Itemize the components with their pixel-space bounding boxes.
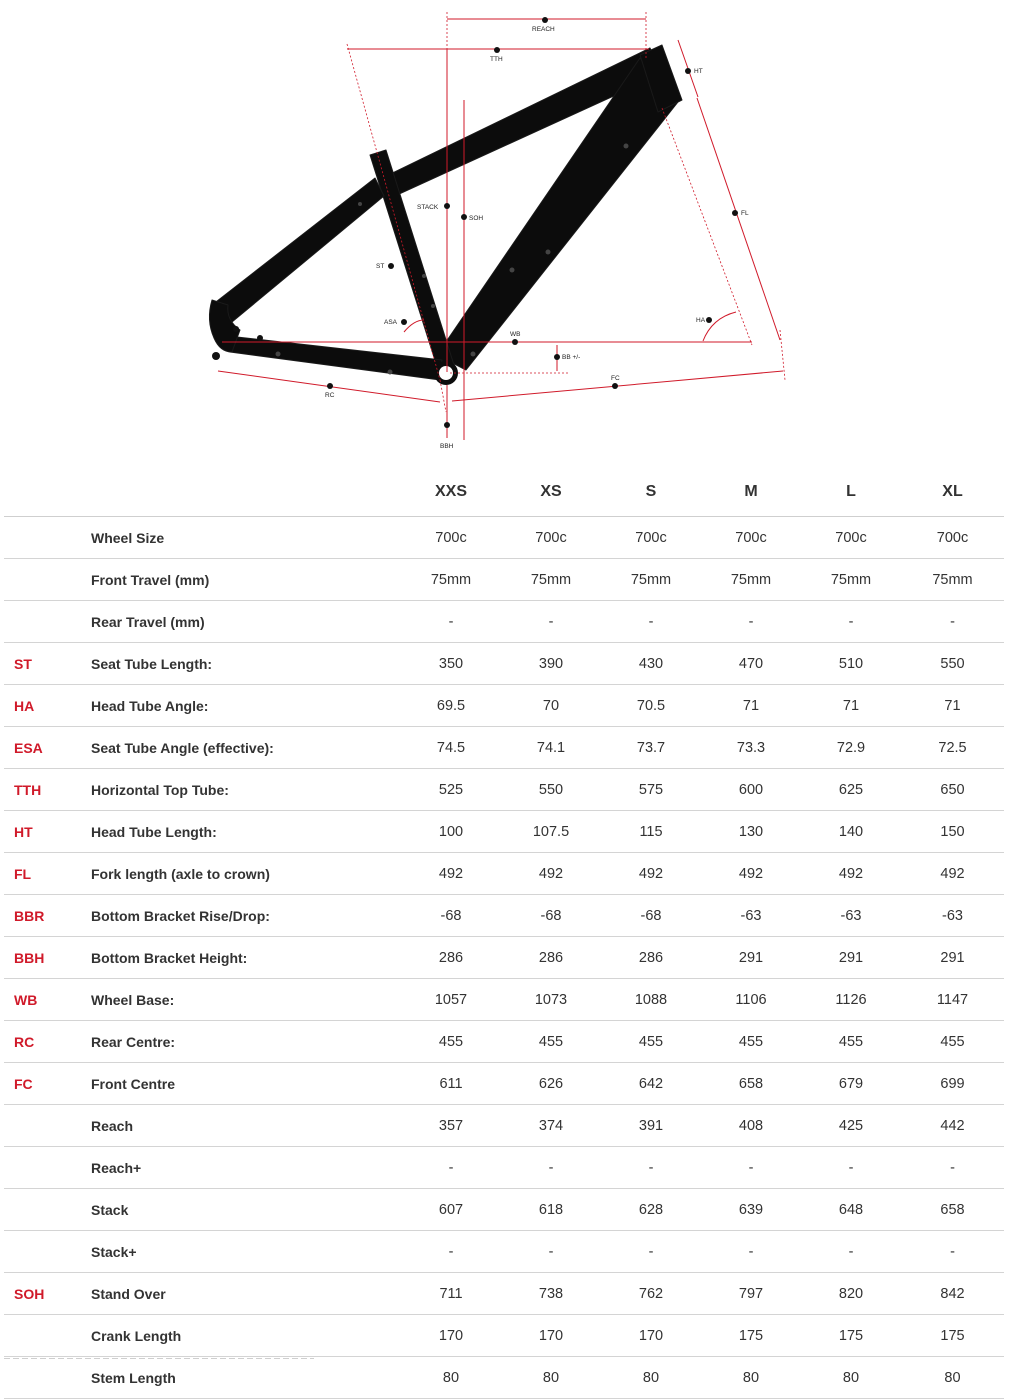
row-code [4, 1315, 90, 1357]
row-value: 700c [401, 517, 501, 559]
table-row [4, 769, 1004, 811]
row-value: 492 [701, 853, 801, 895]
row-value: 1088 [601, 979, 701, 1021]
row-value: 738 [501, 1273, 601, 1315]
row-label: Seat Tube Length: [90, 643, 401, 685]
size-header: XS [501, 468, 601, 517]
row-code: FC [4, 1063, 90, 1105]
row-value: 357 [401, 1105, 501, 1147]
row-label: Stack+ [90, 1231, 401, 1273]
row-value: 1126 [801, 979, 901, 1021]
row-value: 100 [401, 811, 501, 853]
row-value: 455 [801, 1021, 901, 1063]
row-value: -63 [801, 895, 901, 937]
row-label: Head Tube Length: [90, 811, 401, 853]
label-bb: BB +/- [562, 354, 581, 361]
row-value: 170 [401, 1315, 501, 1357]
label-tth: TTH [490, 56, 503, 63]
label-asa: ASA [384, 319, 398, 326]
row-value: 699 [901, 1063, 1004, 1105]
size-header: M [701, 468, 801, 517]
table-row [4, 559, 1004, 601]
table-row [4, 1063, 1004, 1105]
row-label: Horizontal Top Tube: [90, 769, 401, 811]
row-value: 642 [601, 1063, 701, 1105]
row-value: 470 [701, 643, 801, 685]
row-value: 762 [601, 1273, 701, 1315]
table-row [4, 643, 1004, 685]
row-code [4, 601, 90, 643]
bottom-divider [4, 1358, 314, 1359]
row-code: HA [4, 685, 90, 727]
row-code: FL [4, 853, 90, 895]
row-value: 175 [701, 1315, 801, 1357]
row-value: -68 [401, 895, 501, 937]
row-value: 390 [501, 643, 601, 685]
row-value: 69.5 [401, 685, 501, 727]
row-value: 286 [501, 937, 601, 979]
row-value: 600 [701, 769, 801, 811]
row-value: 618 [501, 1189, 601, 1231]
row-value: 492 [401, 853, 501, 895]
row-value: 73.3 [701, 727, 801, 769]
row-value: 350 [401, 643, 501, 685]
row-value: 455 [401, 1021, 501, 1063]
row-value: 374 [501, 1105, 601, 1147]
size-header: L [801, 468, 901, 517]
row-label: Bottom Bracket Rise/Drop: [90, 895, 401, 937]
row-value: - [401, 1147, 501, 1189]
row-code [4, 1231, 90, 1273]
row-code [4, 559, 90, 601]
row-code: SOH [4, 1273, 90, 1315]
row-value: 75mm [701, 559, 801, 601]
row-value: 80 [501, 1357, 601, 1399]
row-value: 626 [501, 1063, 601, 1105]
row-code: WB [4, 979, 90, 1021]
label-bbh: BBH [440, 443, 454, 450]
row-code [4, 1357, 90, 1399]
label-stack: STACK [417, 204, 439, 211]
row-value: 1147 [901, 979, 1004, 1021]
size-header-row [4, 468, 1004, 517]
row-value: - [401, 1231, 501, 1273]
row-value: 658 [901, 1189, 1004, 1231]
row-label: Wheel Size [90, 517, 401, 559]
table-row [4, 517, 1004, 559]
row-value: - [501, 601, 601, 643]
bike-frame [209, 45, 682, 385]
row-code: ESA [4, 727, 90, 769]
row-code: BBR [4, 895, 90, 937]
row-value: 408 [701, 1105, 801, 1147]
row-value: 639 [701, 1189, 801, 1231]
row-code [4, 1147, 90, 1189]
row-value: - [901, 601, 1004, 643]
size-header: XXS [401, 468, 501, 517]
row-value: 700c [901, 517, 1004, 559]
row-value: 170 [501, 1315, 601, 1357]
row-value: 115 [601, 811, 701, 853]
row-code: ST [4, 643, 90, 685]
row-value: 550 [901, 643, 1004, 685]
row-code: BBH [4, 937, 90, 979]
row-value: 510 [801, 643, 901, 685]
row-value: - [701, 1231, 801, 1273]
dimension-lines [218, 12, 785, 440]
row-label: Stack [90, 1189, 401, 1231]
row-value: - [701, 1147, 801, 1189]
row-value: 70 [501, 685, 601, 727]
row-value: 455 [901, 1021, 1004, 1063]
row-value: 391 [601, 1105, 701, 1147]
row-value: - [901, 1147, 1004, 1189]
label-ha: HA [696, 317, 706, 324]
row-label: Head Tube Angle: [90, 685, 401, 727]
label-reach: REACH [532, 26, 555, 33]
row-value: 550 [501, 769, 601, 811]
row-value: 492 [501, 853, 601, 895]
table-row [4, 601, 1004, 643]
row-code [4, 517, 90, 559]
row-value: -68 [601, 895, 701, 937]
row-value: 130 [701, 811, 801, 853]
row-value: 842 [901, 1273, 1004, 1315]
row-value: 700c [501, 517, 601, 559]
row-value: 648 [801, 1189, 901, 1231]
label-rc: RC [325, 392, 335, 399]
row-value: 70.5 [601, 685, 701, 727]
row-label: Reach+ [90, 1147, 401, 1189]
row-label: Fork length (axle to crown) [90, 853, 401, 895]
row-value: 80 [701, 1357, 801, 1399]
row-value: -63 [701, 895, 801, 937]
row-value: 107.5 [501, 811, 601, 853]
row-value: - [601, 1147, 701, 1189]
table-row [4, 1147, 1004, 1189]
row-value: 286 [401, 937, 501, 979]
label-fl: FL [741, 210, 749, 217]
row-value: 71 [801, 685, 901, 727]
row-value: 607 [401, 1189, 501, 1231]
row-value: 71 [901, 685, 1004, 727]
row-value: - [601, 1231, 701, 1273]
row-value: - [401, 601, 501, 643]
table-row [4, 1105, 1004, 1147]
row-value: -68 [501, 895, 601, 937]
label-fc: FC [611, 375, 620, 382]
row-value: 75mm [401, 559, 501, 601]
frame-geometry-diagram [0, 0, 1009, 470]
row-value: - [501, 1147, 601, 1189]
row-value: 650 [901, 769, 1004, 811]
row-value: 80 [601, 1357, 701, 1399]
row-value: 700c [601, 517, 701, 559]
row-value: - [901, 1231, 1004, 1273]
row-code [4, 1189, 90, 1231]
size-header: S [601, 468, 701, 517]
row-value: 611 [401, 1063, 501, 1105]
row-label: Front Centre [90, 1063, 401, 1105]
table-row [4, 1273, 1004, 1315]
row-label: Rear Travel (mm) [90, 601, 401, 643]
label-wb: WB [510, 331, 521, 338]
table-row [4, 1315, 1004, 1357]
row-value: 679 [801, 1063, 901, 1105]
row-value: 711 [401, 1273, 501, 1315]
row-value: 73.7 [601, 727, 701, 769]
row-value: 658 [701, 1063, 801, 1105]
row-value: 75mm [501, 559, 601, 601]
row-value: 628 [601, 1189, 701, 1231]
row-value: -63 [901, 895, 1004, 937]
row-value: 80 [801, 1357, 901, 1399]
row-value: 291 [801, 937, 901, 979]
row-label: Wheel Base: [90, 979, 401, 1021]
row-value: 1057 [401, 979, 501, 1021]
table-row [4, 1021, 1004, 1063]
table-row [4, 1231, 1004, 1273]
row-value: 455 [701, 1021, 801, 1063]
row-value: - [801, 1231, 901, 1273]
row-code: HT [4, 811, 90, 853]
table-row [4, 853, 1004, 895]
row-value: 286 [601, 937, 701, 979]
row-value: 625 [801, 769, 901, 811]
table-row [4, 895, 1004, 937]
row-value: - [801, 1147, 901, 1189]
table-row [4, 685, 1004, 727]
row-value: 700c [701, 517, 801, 559]
row-code: TTH [4, 769, 90, 811]
row-value: 1106 [701, 979, 801, 1021]
row-value: 72.9 [801, 727, 901, 769]
row-value: 150 [901, 811, 1004, 853]
row-label: Crank Length [90, 1315, 401, 1357]
table-row [4, 979, 1004, 1021]
row-value: 1073 [501, 979, 601, 1021]
row-value: 71 [701, 685, 801, 727]
row-label: Front Travel (mm) [90, 559, 401, 601]
row-value: 430 [601, 643, 701, 685]
row-value: 797 [701, 1273, 801, 1315]
row-value: - [801, 601, 901, 643]
table-row [4, 727, 1004, 769]
row-value: 140 [801, 811, 901, 853]
row-value: 492 [901, 853, 1004, 895]
table-row [4, 811, 1004, 853]
row-label: Stem Length [90, 1357, 401, 1399]
row-value: 80 [901, 1357, 1004, 1399]
row-value: 425 [801, 1105, 901, 1147]
row-value: 492 [801, 853, 901, 895]
row-label: Rear Centre: [90, 1021, 401, 1063]
row-value: 525 [401, 769, 501, 811]
row-value: 455 [601, 1021, 701, 1063]
row-value: 820 [801, 1273, 901, 1315]
row-value: 700c [801, 517, 901, 559]
row-value: 75mm [601, 559, 701, 601]
row-label: Bottom Bracket Height: [90, 937, 401, 979]
table-row [4, 1357, 1004, 1399]
label-soh: SOH [469, 215, 484, 222]
row-value: 75mm [901, 559, 1004, 601]
row-label: Reach [90, 1105, 401, 1147]
row-value: 575 [601, 769, 701, 811]
row-label: Stand Over [90, 1273, 401, 1315]
row-value: 72.5 [901, 727, 1004, 769]
row-value: 291 [701, 937, 801, 979]
row-value: 492 [601, 853, 701, 895]
row-value: 170 [601, 1315, 701, 1357]
row-value: 175 [901, 1315, 1004, 1357]
row-value: 80 [401, 1357, 501, 1399]
row-value: 455 [501, 1021, 601, 1063]
row-value: - [601, 601, 701, 643]
row-label: Seat Tube Angle (effective): [90, 727, 401, 769]
row-value: 442 [901, 1105, 1004, 1147]
row-value: 74.5 [401, 727, 501, 769]
row-value: 291 [901, 937, 1004, 979]
label-st: ST [376, 263, 385, 270]
label-ht: HT [694, 68, 703, 75]
row-value: - [501, 1231, 601, 1273]
row-value: - [701, 601, 801, 643]
size-header: XL [901, 468, 1004, 517]
row-value: 74.1 [501, 727, 601, 769]
row-code [4, 1105, 90, 1147]
table-row [4, 1189, 1004, 1231]
row-value: 175 [801, 1315, 901, 1357]
geometry-table [4, 468, 1004, 1399]
row-value: 75mm [801, 559, 901, 601]
table-row [4, 937, 1004, 979]
row-code: RC [4, 1021, 90, 1063]
